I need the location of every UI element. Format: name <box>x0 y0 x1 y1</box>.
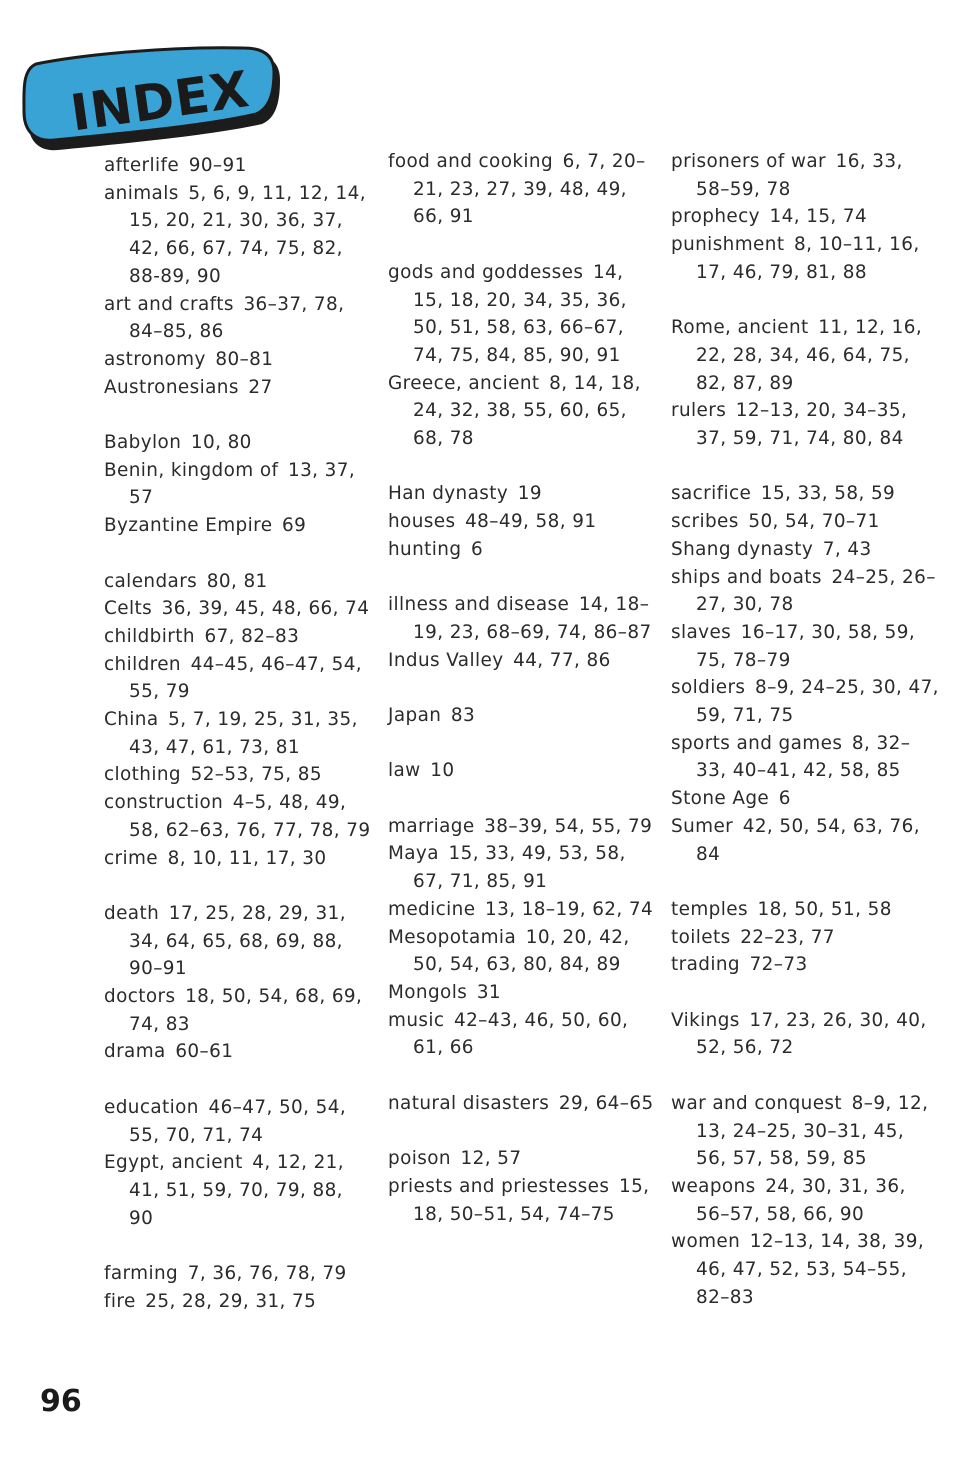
index-entry <box>388 702 656 730</box>
index-term: natural disasters <box>388 1092 550 1114</box>
index-pages: 15, 33, 58, 59 <box>760 483 896 505</box>
index-term: Stone Age <box>671 788 770 810</box>
index-term: scribes <box>671 511 739 533</box>
index-entry <box>388 1173 656 1228</box>
group-gap <box>388 730 656 758</box>
index-pages: 5, 7, 19, 25, 31, 35, 43, 47, 61, 73, 81 <box>129 709 358 758</box>
index-entry <box>388 813 656 841</box>
index-entry <box>671 674 939 729</box>
index-entry <box>104 180 372 291</box>
index-pages: 67, 82–83 <box>204 625 300 647</box>
index-pages: 48–49, 58, 91 <box>465 511 597 533</box>
index-pages: 15, 18, 50–51, 54, 74–75 <box>413 1175 650 1225</box>
index-term: Egypt, ancient <box>104 1152 243 1174</box>
index-pages: 13, 18–19, 62, 74 <box>485 898 654 920</box>
index-entry <box>388 508 656 536</box>
index-entry <box>671 1090 939 1173</box>
index-term: afterlife <box>104 155 180 176</box>
index-entry <box>671 896 939 924</box>
index-entry <box>104 789 372 844</box>
index-pages: 8, 32–33, 40–41, 42, 58, 85 <box>696 732 911 782</box>
index-term: priests and priestesses <box>388 1175 610 1197</box>
index-pages: 8, 10–11, 16, 17, 46, 79, 81, 88 <box>696 234 920 283</box>
index-entry <box>104 623 372 651</box>
index-entry <box>388 896 656 924</box>
index-entry <box>104 595 372 623</box>
index-term: music <box>388 1009 445 1031</box>
index-term: sports and games <box>671 732 843 754</box>
index-column-1 <box>104 152 372 1315</box>
index-term: poison <box>388 1148 451 1170</box>
index-column-2 <box>388 148 656 1228</box>
index-pages: 69 <box>282 515 307 537</box>
index-column-3 <box>671 148 939 1311</box>
index-term: war and conquest <box>671 1092 843 1114</box>
index-pages: 18, 50, 54, 68, 69, 74, 83 <box>129 986 363 1035</box>
index-entry <box>104 1288 372 1316</box>
index-term: clothing <box>104 764 181 786</box>
index-term: Sumer <box>671 815 734 837</box>
index-pages: 12, 57 <box>460 1148 522 1170</box>
index-pages: 14, 18–19, 23, 68–69, 74, 86–87 <box>413 594 652 643</box>
index-pages: 8, 14, 18, 24, 32, 38, 55, 60, 65, 68, 78 <box>413 372 641 450</box>
index-entry <box>671 813 939 868</box>
index-entry <box>388 647 656 675</box>
index-pages: 36–37, 78, 84–85, 86 <box>129 293 345 343</box>
index-term: marriage <box>388 815 475 837</box>
index-entry <box>671 564 939 619</box>
index-term: Han dynasty <box>388 483 509 505</box>
index-pages: 80–81 <box>215 348 274 370</box>
index-entry <box>671 508 939 536</box>
index-term: gods and goddesses <box>388 261 584 283</box>
index-pages: 10, 20, 42, 50, 54, 63, 80, 84, 89 <box>413 926 630 976</box>
index-term: law <box>388 760 421 782</box>
index-term: Babylon <box>104 432 182 454</box>
index-pages: 17, 23, 26, 30, 40, 52, 56, 72 <box>696 1009 927 1059</box>
index-pages: 19 <box>517 483 542 505</box>
index-entry <box>671 536 939 564</box>
index-entry <box>104 1038 372 1066</box>
index-entry <box>104 651 372 706</box>
index-term: Indus Valley <box>388 649 504 671</box>
index-pages: 7, 36, 76, 78, 79 <box>187 1263 347 1285</box>
index-term: Austronesians <box>104 376 239 398</box>
group-gap <box>388 453 656 481</box>
index-term: toilets <box>671 926 731 948</box>
index-entry <box>104 1094 372 1149</box>
index-pages: 7, 43 <box>822 538 872 560</box>
index-entry <box>388 536 656 564</box>
index-term: slaves <box>671 621 732 643</box>
index-term: fire <box>104 1290 136 1312</box>
index-term: houses <box>388 511 456 533</box>
group-gap <box>104 540 372 568</box>
group-gap <box>104 872 372 900</box>
index-pages: 6 <box>778 788 791 810</box>
index-entry <box>388 1090 656 1118</box>
index-term: ships and boats <box>671 566 822 588</box>
index-banner-graphic <box>18 40 290 160</box>
group-gap <box>671 1062 939 1090</box>
index-entry <box>671 314 939 397</box>
index-term: construction <box>104 792 224 814</box>
index-term: doctors <box>104 986 176 1008</box>
index-term: Maya <box>388 843 439 865</box>
index-term: punishment <box>671 234 785 256</box>
index-pages: 16–17, 30, 58, 59, 75, 78–79 <box>696 621 916 671</box>
index-pages: 44–45, 46–47, 54, 55, 79 <box>129 653 363 703</box>
index-term: Greece, ancient <box>388 372 540 394</box>
index-term: animals <box>104 182 179 204</box>
index-entry <box>104 900 372 983</box>
index-entry <box>388 979 656 1007</box>
index-entry <box>671 619 939 674</box>
index-entry <box>104 291 372 346</box>
index-pages: 4, 12, 21, 41, 51, 59, 70, 79, 88, 90 <box>129 1152 345 1229</box>
index-term: death <box>104 902 160 924</box>
index-entry <box>671 203 939 231</box>
group-gap <box>104 1066 372 1094</box>
index-pages: 14, 15, 18, 20, 34, 35, 36, 50, 51, 58, 63, 66–67, 74, 75, 84, 85, 90, 91 <box>413 261 627 366</box>
index-pages: 22–23, 77 <box>740 926 835 948</box>
index-term: Benin, kingdom of <box>104 459 279 481</box>
index-columns <box>0 148 958 1378</box>
index-term: rulers <box>671 400 727 422</box>
group-gap <box>388 1118 656 1146</box>
index-entry <box>104 845 372 873</box>
index-entry <box>104 1149 372 1232</box>
index-term: childbirth <box>104 625 195 647</box>
index-term: art and crafts <box>104 293 234 315</box>
index-pages: 6, 7, 20–21, 23, 27, 39, 48, 49, 66, 91 <box>413 151 646 228</box>
index-term: Mesopotamia <box>388 926 517 948</box>
index-pages: 16, 33, 58–59, 78 <box>696 151 903 200</box>
index-pages: 46–47, 50, 54, 55, 70, 71, 74 <box>129 1096 347 1146</box>
index-term: astronomy <box>104 348 206 370</box>
index-term: hunting <box>388 538 462 560</box>
index-term: education <box>104 1096 199 1118</box>
index-pages: 8–9, 12, 13, 24–25, 30–31, 45, 56, 57, 58, 59, 85 <box>696 1092 929 1170</box>
index-pages: 83 <box>450 705 476 726</box>
index-term: trading <box>671 954 740 976</box>
index-pages: 8, 10, 11, 17, 30 <box>167 847 327 869</box>
page-number: 96 <box>40 1384 82 1419</box>
group-gap <box>388 785 656 813</box>
index-term: Rome, ancient <box>671 317 809 339</box>
index-pages: 72–73 <box>749 954 808 976</box>
index-entry <box>388 259 656 370</box>
group-gap <box>388 1062 656 1090</box>
index-entry <box>388 1145 656 1173</box>
index-term: Shang dynasty <box>671 538 814 560</box>
index-pages: 18, 50, 51, 58 <box>757 898 892 920</box>
index-entry <box>671 924 939 952</box>
index-entry <box>671 397 939 452</box>
index-entry <box>104 512 372 540</box>
index-entry <box>388 924 656 979</box>
index-entry <box>388 591 656 646</box>
index-entry <box>104 1260 372 1288</box>
index-term: Mongols <box>388 982 468 1003</box>
index-pages: 44, 77, 86 <box>513 649 611 671</box>
index-entry <box>388 757 656 785</box>
index-entry <box>104 152 372 180</box>
index-pages: 10, 80 <box>190 432 252 454</box>
group-gap <box>104 401 372 429</box>
index-entry <box>104 374 372 402</box>
index-entry <box>671 785 939 813</box>
index-pages: 13, 37, 57 <box>129 459 356 509</box>
index-pages: 8–9, 24–25, 30, 47, 59, 71, 75 <box>696 677 939 727</box>
index-entry <box>104 983 372 1038</box>
index-term: children <box>104 653 181 675</box>
index-entry <box>671 231 939 286</box>
index-pages: 38–39, 54, 55, 79 <box>484 815 653 837</box>
index-term: temples <box>671 898 748 920</box>
index-entry <box>388 840 656 895</box>
index-pages: 12–13, 20, 34–35, 37, 59, 71, 74, 80, 84 <box>696 400 908 450</box>
index-entry <box>388 370 656 453</box>
index-term: calendars <box>104 570 198 592</box>
index-pages: 10 <box>430 760 455 782</box>
index-pages: 24–25, 26–27, 30, 78 <box>696 566 936 616</box>
index-pages: 42–43, 46, 50, 60, 61, 66 <box>413 1009 629 1059</box>
index-entry <box>104 457 372 512</box>
index-pages: 90–91 <box>188 155 247 176</box>
group-gap <box>671 979 939 1007</box>
index-term: medicine <box>388 898 476 920</box>
index-entry <box>671 148 939 203</box>
index-term: Japan <box>388 705 442 726</box>
index-entry <box>671 1228 939 1311</box>
index-term: prisoners of war <box>671 151 826 172</box>
index-entry <box>388 480 656 508</box>
index-term: Vikings <box>671 1009 740 1031</box>
group-gap <box>388 564 656 592</box>
index-term: crime <box>104 847 159 869</box>
index-title-banner <box>18 40 290 160</box>
group-gap <box>388 231 656 259</box>
index-term: food and cooking <box>388 151 554 172</box>
index-pages: 31 <box>476 982 502 1003</box>
index-pages: 4–5, 48, 49, 58, 62–63, 76, 77, 78, 79 <box>129 792 371 841</box>
index-term: sacrifice <box>671 483 752 505</box>
index-pages: 42, 50, 54, 63, 76, 84 <box>696 815 920 865</box>
index-pages: 80, 81 <box>206 570 268 592</box>
group-gap <box>671 868 939 896</box>
index-entry <box>104 761 372 789</box>
index-entry <box>104 429 372 457</box>
group-gap <box>104 1232 372 1260</box>
index-entry <box>671 480 939 508</box>
index-term: prophecy <box>671 206 760 228</box>
index-term: illness and disease <box>388 594 570 616</box>
index-pages: 27 <box>248 376 273 398</box>
index-term: Celts <box>104 598 153 620</box>
index-pages: 60–61 <box>175 1041 234 1063</box>
index-pages: 24, 30, 31, 36, 56–57, 58, 66, 90 <box>696 1175 906 1225</box>
index-term: Byzantine Empire <box>104 515 273 537</box>
index-entry <box>671 730 939 785</box>
index-term: China <box>104 709 159 731</box>
page-title: INDEX <box>67 60 254 143</box>
index-pages: 50, 54, 70–71 <box>748 511 880 533</box>
index-pages: 17, 25, 28, 29, 31, 34, 64, 65, 68, 69, 88, 90–91 <box>129 902 346 980</box>
index-pages: 15, 33, 49, 53, 58, 67, 71, 85, 91 <box>413 843 626 893</box>
index-entry <box>671 1007 939 1062</box>
index-pages: 36, 39, 45, 48, 66, 74 <box>161 598 370 620</box>
index-pages: 25, 28, 29, 31, 75 <box>145 1290 317 1312</box>
index-entry <box>104 346 372 374</box>
index-entry <box>671 951 939 979</box>
group-gap <box>388 674 656 702</box>
index-pages: 5, 6, 9, 11, 12, 14, 15, 20, 21, 30, 36, 37, 42, 66, 67, 74, 75, 82, 88-89, 90 <box>129 182 366 287</box>
index-pages: 6 <box>471 538 484 560</box>
index-term: women <box>671 1231 741 1253</box>
index-entry <box>104 706 372 761</box>
index-pages: 11, 12, 16, 22, 28, 34, 46, 64, 75, 82, 87, 89 <box>696 317 923 394</box>
index-pages: 29, 64–65 <box>558 1092 654 1114</box>
index-entry <box>388 148 656 231</box>
index-pages: 52–53, 75, 85 <box>190 764 322 786</box>
index-term: drama <box>104 1041 166 1063</box>
index-entry <box>388 1007 656 1062</box>
index-term: weapons <box>671 1175 756 1197</box>
index-term: farming <box>104 1263 179 1285</box>
index-entry <box>104 568 372 596</box>
index-entry <box>671 1173 939 1228</box>
index-pages: 14, 15, 74 <box>769 206 868 228</box>
index-term: soldiers <box>671 677 746 699</box>
group-gap <box>671 453 939 481</box>
group-gap <box>671 287 939 315</box>
index-pages: 12–13, 14, 38, 39, 46, 47, 52, 53, 54–55, 82–83 <box>696 1231 925 1308</box>
